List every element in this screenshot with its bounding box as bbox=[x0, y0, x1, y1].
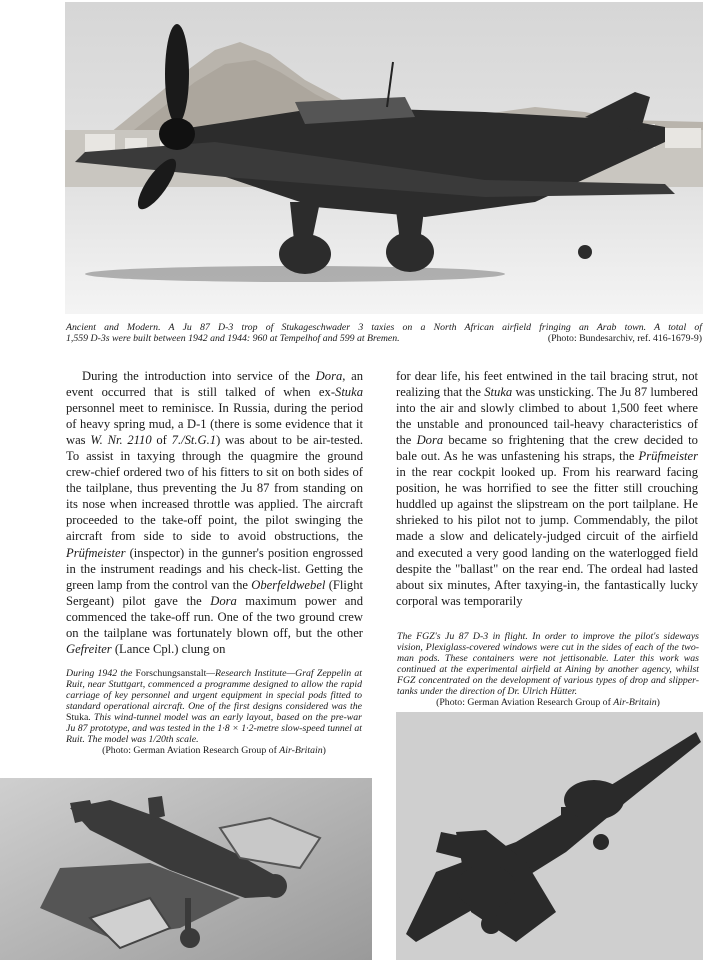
top-caption-line1: Ancient and Modern. A Ju 87 D-3 trop of Stukageschwader 3 taxies on a North African airfield fringing an Arab town. A total of bbox=[66, 322, 702, 333]
top-photo-caption bbox=[66, 322, 702, 344]
top-caption-credit: (Photo: Bundesarchiv, ref. 416-1679-9) bbox=[547, 333, 702, 344]
article-right-column bbox=[396, 368, 698, 609]
top-caption-line2: 1,559 D-3s were built between 1942 and 1944: 960 at Tempelhof and 599 at Bremen. bbox=[66, 333, 400, 344]
article-paragraph: During the introduction into service of the Dora, an event occurred that is still talked of when ex-Stuka personnel meet to reminisce. In Russia, during the period of heavy spring mud, a D-1 (there is some evidence that it was W. Nr. 2110 of 7./St.G.1) was about to be air-tested. To assist in taxying through the quagmire the ground crew-chief ordered two of his fitters to sit on both sides of the tailplane, thus preventing the Ju 87 from standing on its nose when increased throttle was applied. The aircraft proceeded to the take-off point, the pilot swinging the aircraft from side to side to avoid obstructions, the Prüfmeister (inspector) in the gunner's position engrossed in the instrument readings and his check-list. Getting the green lamp from the control van the Oberfeldwebel (Flight Sergeant) pilot gave the Dora maximum power and commenced the take-off run. One of the two ground crew on the tailplane was fortunately blown off, but the other Gefreiter (Lance Cpl.) clung on bbox=[66, 369, 364, 656]
article-left-column bbox=[66, 368, 363, 657]
wind-tunnel-photo-credit: (Photo: German Aviation Research Group of Air-Britain) bbox=[102, 745, 326, 756]
ju87-in-flight-photo bbox=[396, 712, 703, 960]
ju87-taxiing-photo bbox=[65, 2, 703, 314]
wind-tunnel-model-photo bbox=[0, 778, 372, 960]
article-paragraph-continued: for dear life, his feet entwined in the tail bracing strut, not realizing that the Stuka was unsticking. The Ju 87 lumbered into the air and slowly climbed to about 1,500 feet where the unstable and pronounced tail-heavy characteristics of the Dora became so frightening that the crew decided to bale out. As he was unfastening his straps, the Prüfmeister in the rear cockpit looked up. From his rearward facing position, he was horrified to see the fitter still crouching huddled up against the slipstream on the port tailplane. He shrieked to his pilot not to jump. Commendably, the pilot made a slow and delicately-judged circuit of the airfield and executed a very good landing on the waterlogged field despite the "ballast" on the rear end. The ordeal had lasted about six minutes, After taxying-in, the fantastically lucky corporal was temporarily bbox=[396, 369, 698, 608]
ju87-flight-caption: The FGZ's Ju 87 D-3 in flight. In order to improve the pilot's sideways vision, Plexiglass-covered windows were cut in the sides of each of the two-man pods. These containers were not jettisonable. Later this work was continued at the experimental airfield at Aining by another agency, whilst FGZ concentrated on the development of various types of drop and slipper-tanks under the direction of Dr. Ulrich Hütter. (Photo: German Aviation Research Group of Air-Britain) bbox=[397, 631, 699, 708]
wind-tunnel-model-caption: During 1942 the Forschungsanstalt—Research Institute—Graf Zeppelin at Ruit, near Stuttgart, commenced a programme designed to allow the rapid carriage of key personnel and urgent equipment in special pods fitted to standard operational aircraft. One of the first designs considered was the Stuka. This wind-tunnel model was an early layout, based on the pre-war Ju 87 prototype, and was tested in the 1·8 × 1·2-metre slow-speed tunnel at Ruit. The model was 1/20th scale. (Photo: German Aviation Research Group of Air-Britain) bbox=[66, 668, 362, 756]
ju87-flight-photo-credit: (Photo: German Aviation Research Group of Air-Britain) bbox=[436, 697, 660, 708]
